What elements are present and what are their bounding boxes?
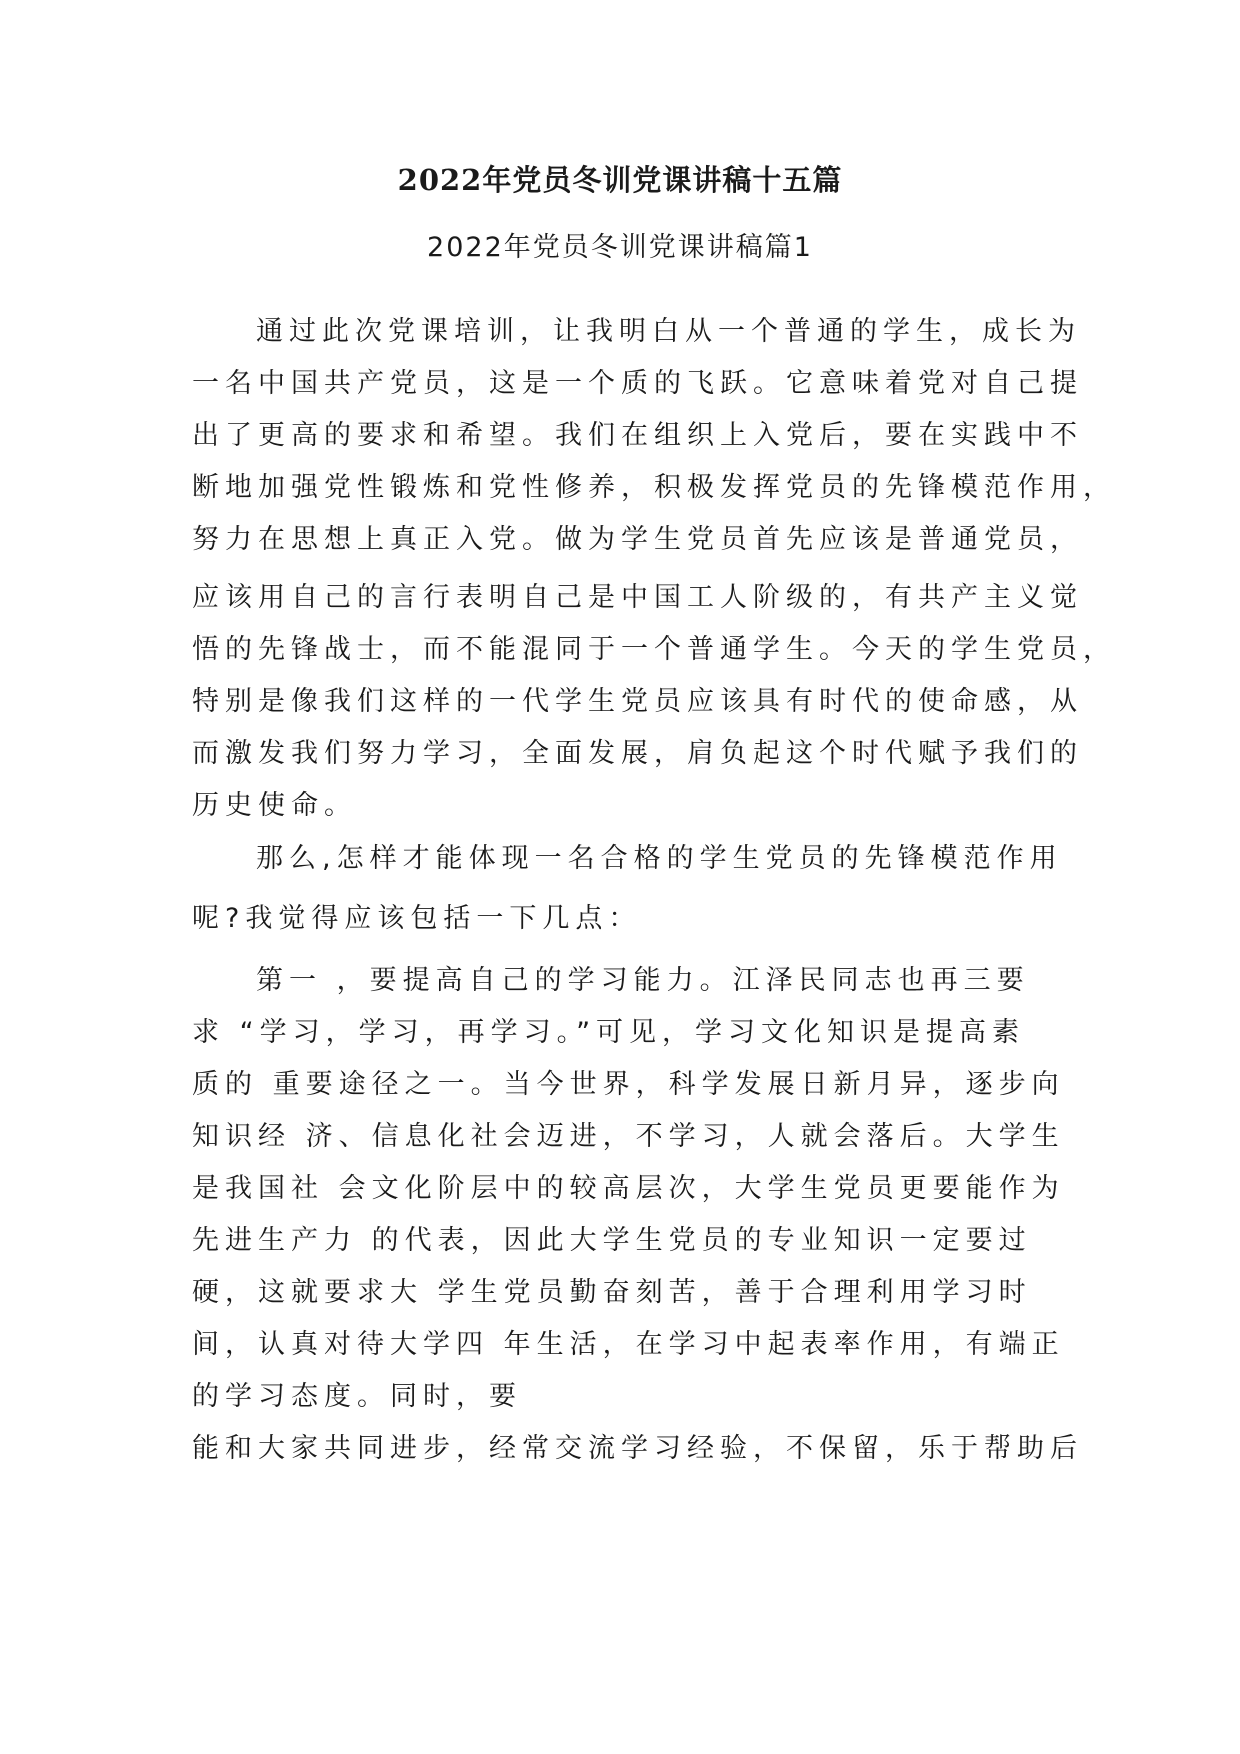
text-line: 一名中国共产党员，这是一个质的飞跃。它意味着党对自己提 bbox=[192, 368, 1083, 399]
text-line: 知识经 济、信息化社会迈进，不学习，人就会落后。大学生 bbox=[192, 1121, 1065, 1152]
text-line: 间，认真对待大学四 年生活，在学习中起表率作用，有端正 bbox=[192, 1329, 1065, 1360]
text-line: 的学习态度。同时，要 bbox=[192, 1381, 522, 1412]
text-line: 断地加强党性锻炼和党性修养，积极发挥党员的先锋模范作用， bbox=[192, 472, 1116, 503]
text-line: 先进生产力 的代表，因此大学生党员的专业知识一定要过 bbox=[192, 1225, 1032, 1256]
text-line: 呢?我觉得应该包括一下几点： bbox=[192, 903, 642, 934]
document-subtitle: 2022年党员冬训党课讲稿篇1 bbox=[427, 232, 813, 263]
text-line: 是我国社 会文化阶层中的较高层次，大学生党员更要能作为 bbox=[192, 1173, 1065, 1204]
text-line: 悟的先锋战士，而不能混同于一个普通学生。今天的学生党员， bbox=[192, 634, 1116, 665]
text-line: 特别是像我们这样的一代学生党员应该具有时代的使命感，从 bbox=[192, 686, 1083, 717]
text-line: 而激发我们努力学习，全面发展，肩负起这个时代赋予我们的 bbox=[192, 738, 1083, 769]
text-line: 应该用自己的言行表明自己是中国工人阶级的，有共产主义觉 bbox=[192, 582, 1083, 613]
text-line: 出了更高的要求和希望。我们在组织上入党后，要在实践中不 bbox=[192, 420, 1083, 451]
text-line: 能和大家共同进步，经常交流学习经验，不保留，乐于帮助后 bbox=[192, 1433, 1083, 1464]
text-line: 质的 重要途径之一。当今世界，科学发展日新月异，逐步向 bbox=[192, 1069, 1065, 1100]
text-line: 第一 ，要提高自己的学习能力。江泽民同志也再三要 bbox=[256, 965, 1030, 996]
text-line: 那么,怎样才能体现一名合格的学生党员的先锋模范作用 bbox=[256, 843, 1063, 874]
document-title: 2022年党员冬训党课讲稿十五篇 bbox=[397, 163, 843, 197]
text-line: 求 “学习，学习，再学习。”可见，学习文化知识是提高素 bbox=[192, 1017, 1026, 1048]
text-line: 硬，这就要求大 学生党员勤奋刻苦，善于合理利用学习时 bbox=[192, 1277, 1032, 1308]
text-line: 通过此次党课培训，让我明白从一个普通的学生，成长为 bbox=[256, 316, 1081, 347]
text-line: 历史使命。 bbox=[192, 790, 357, 821]
text-line: 努力在思想上真正入党。做为学生党员首先应该是普通党员， bbox=[192, 524, 1083, 555]
